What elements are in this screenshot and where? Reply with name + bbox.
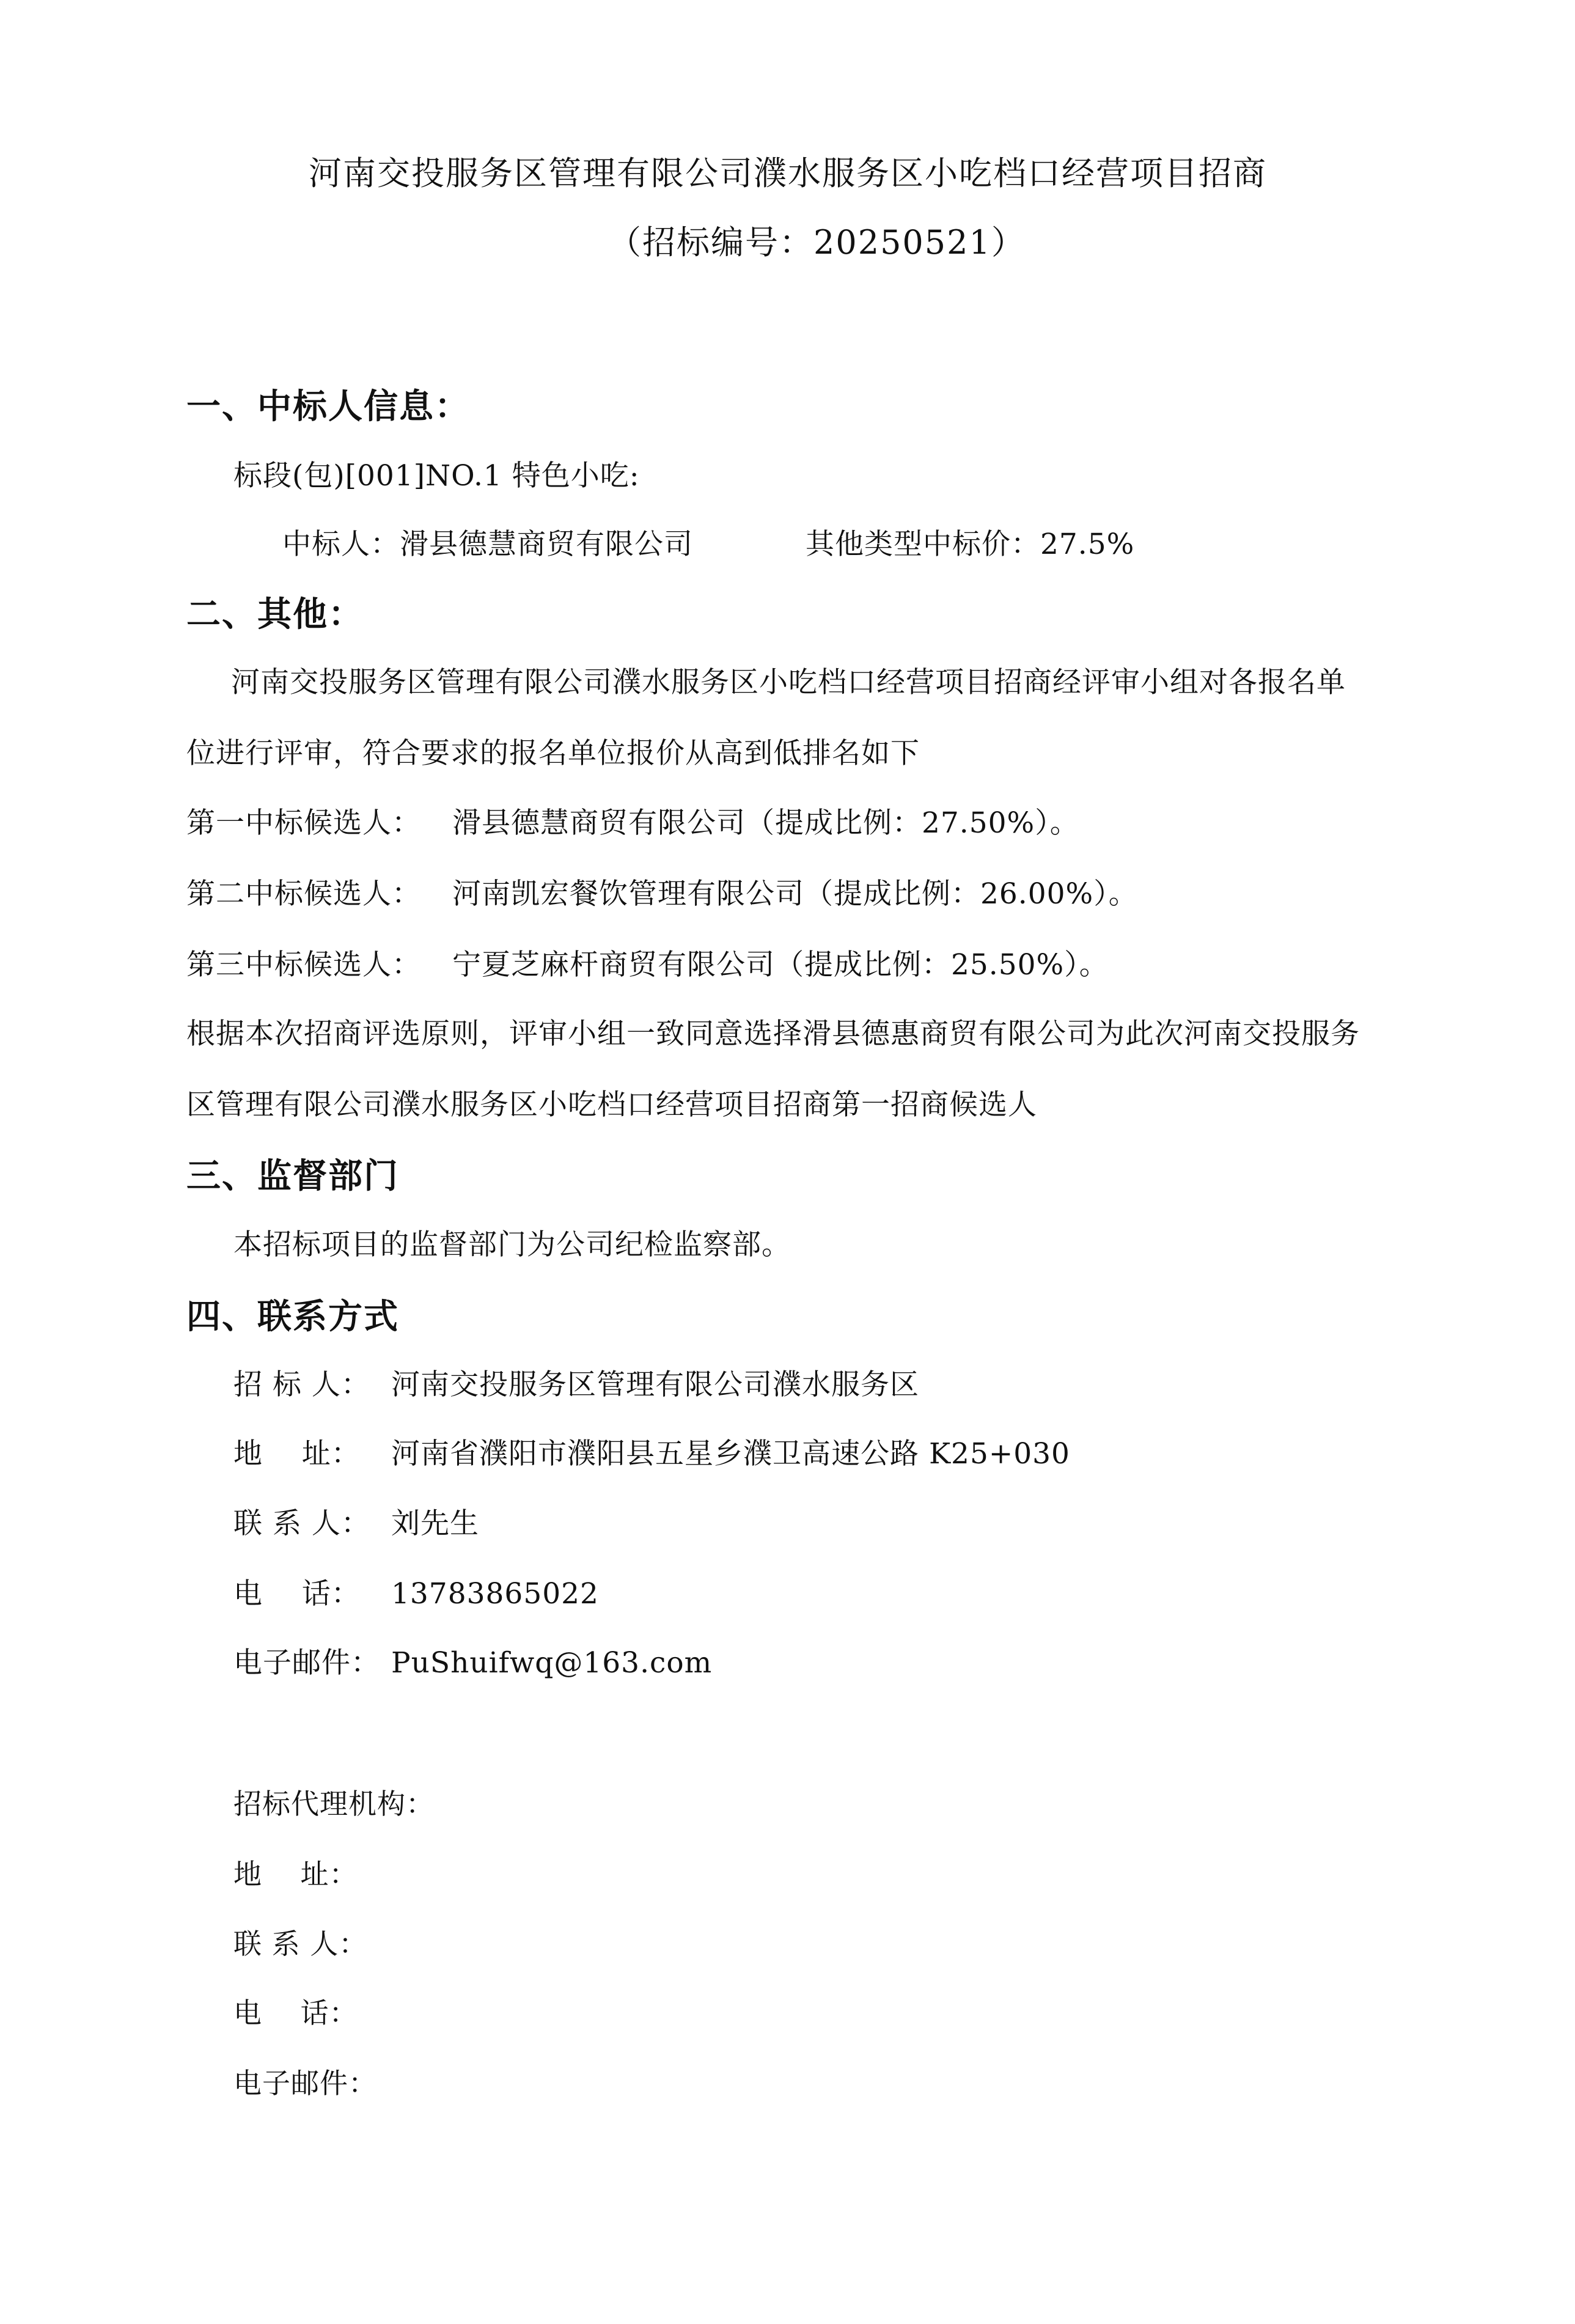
winning-price: 其他类型中标价：27.5% (806, 528, 1135, 561)
contact-tenderer-value: 河南交投服务区管理有限公司濮水服务区 (391, 1368, 919, 1402)
contact-email-label: 电子邮件： (233, 1646, 380, 1680)
candidate-3-label: 第三中标候选人： (186, 948, 421, 982)
paragraph1-line1: 河南交投服务区管理有限公司濮水服务区小吃档口经营项目招商经评审小组对各报名单 (231, 666, 1346, 699)
contact-phone-label: 电 话： (233, 1577, 361, 1611)
candidate-1-label: 第一中标候选人： (186, 806, 421, 840)
agency-address-label: 地 址： (233, 1858, 358, 1891)
agency-title: 招标代理机构： (233, 1787, 435, 1820)
candidate-3-value: 宁夏芝麻杆商贸有限公司（提成比例：25.50%）。 (452, 948, 1109, 982)
paragraph1-line2: 位进行评审，符合要求的报名单位报价从高到低排名如下 (186, 737, 920, 770)
contact-tenderer-label: 招 标 人： (233, 1368, 370, 1402)
agency-phone-label: 电 话： (233, 1996, 358, 2029)
paragraph2-line2: 区管理有限公司濮水服务区小吃档口经营项目招商第一招商候选人 (186, 1088, 1037, 1122)
candidate-2-value: 河南凯宏餐饮管理有限公司（提成比例：26.00%）。 (452, 877, 1138, 911)
supervision-text: 本招标项目的监督部门为公司纪检监察部。 (233, 1228, 791, 1262)
document-title-line2: （招标编号：20250521） (608, 223, 1026, 262)
candidate-1-value: 滑县德慧商贸有限公司（提成比例：27.50%）。 (452, 806, 1079, 840)
lot-line: 标段(包)[001]NO.1 特色小吃: (233, 459, 640, 493)
document-title-line1: 河南交投服务区管理有限公司濮水服务区小吃档口经营项目招商 (309, 154, 1267, 193)
winner-line: 中标人：滑县德慧商贸有限公司 (282, 528, 693, 561)
agency-contact-label: 联 系 人： (233, 1927, 368, 1960)
section3-heading: 三、监督部门 (186, 1156, 399, 1196)
agency-email-label: 电子邮件： (233, 2067, 377, 2100)
section4-heading: 四、联系方式 (186, 1297, 399, 1337)
contact-phone-value: 13783865022 (391, 1577, 599, 1611)
contact-address-value: 河南省濮阳市濮阳县五星乡濮卫高速公路 K25+030 (391, 1437, 1070, 1471)
contact-person-label: 联 系 人： (233, 1507, 370, 1540)
contact-email-value: PuShuifwq@163.com (391, 1646, 713, 1680)
section2-heading: 二、其他： (186, 595, 364, 634)
contact-person-value: 刘先生 (391, 1507, 479, 1540)
section1-heading: 一、中标人信息： (186, 387, 470, 427)
paragraph2-line1: 根据本次招商评选原则，评审小组一致同意选择滑县德惠商贸有限公司为此次河南交投服务 (186, 1017, 1360, 1051)
contact-address-label: 地 址： (233, 1437, 361, 1471)
candidate-2-label: 第二中标候选人： (186, 877, 421, 911)
